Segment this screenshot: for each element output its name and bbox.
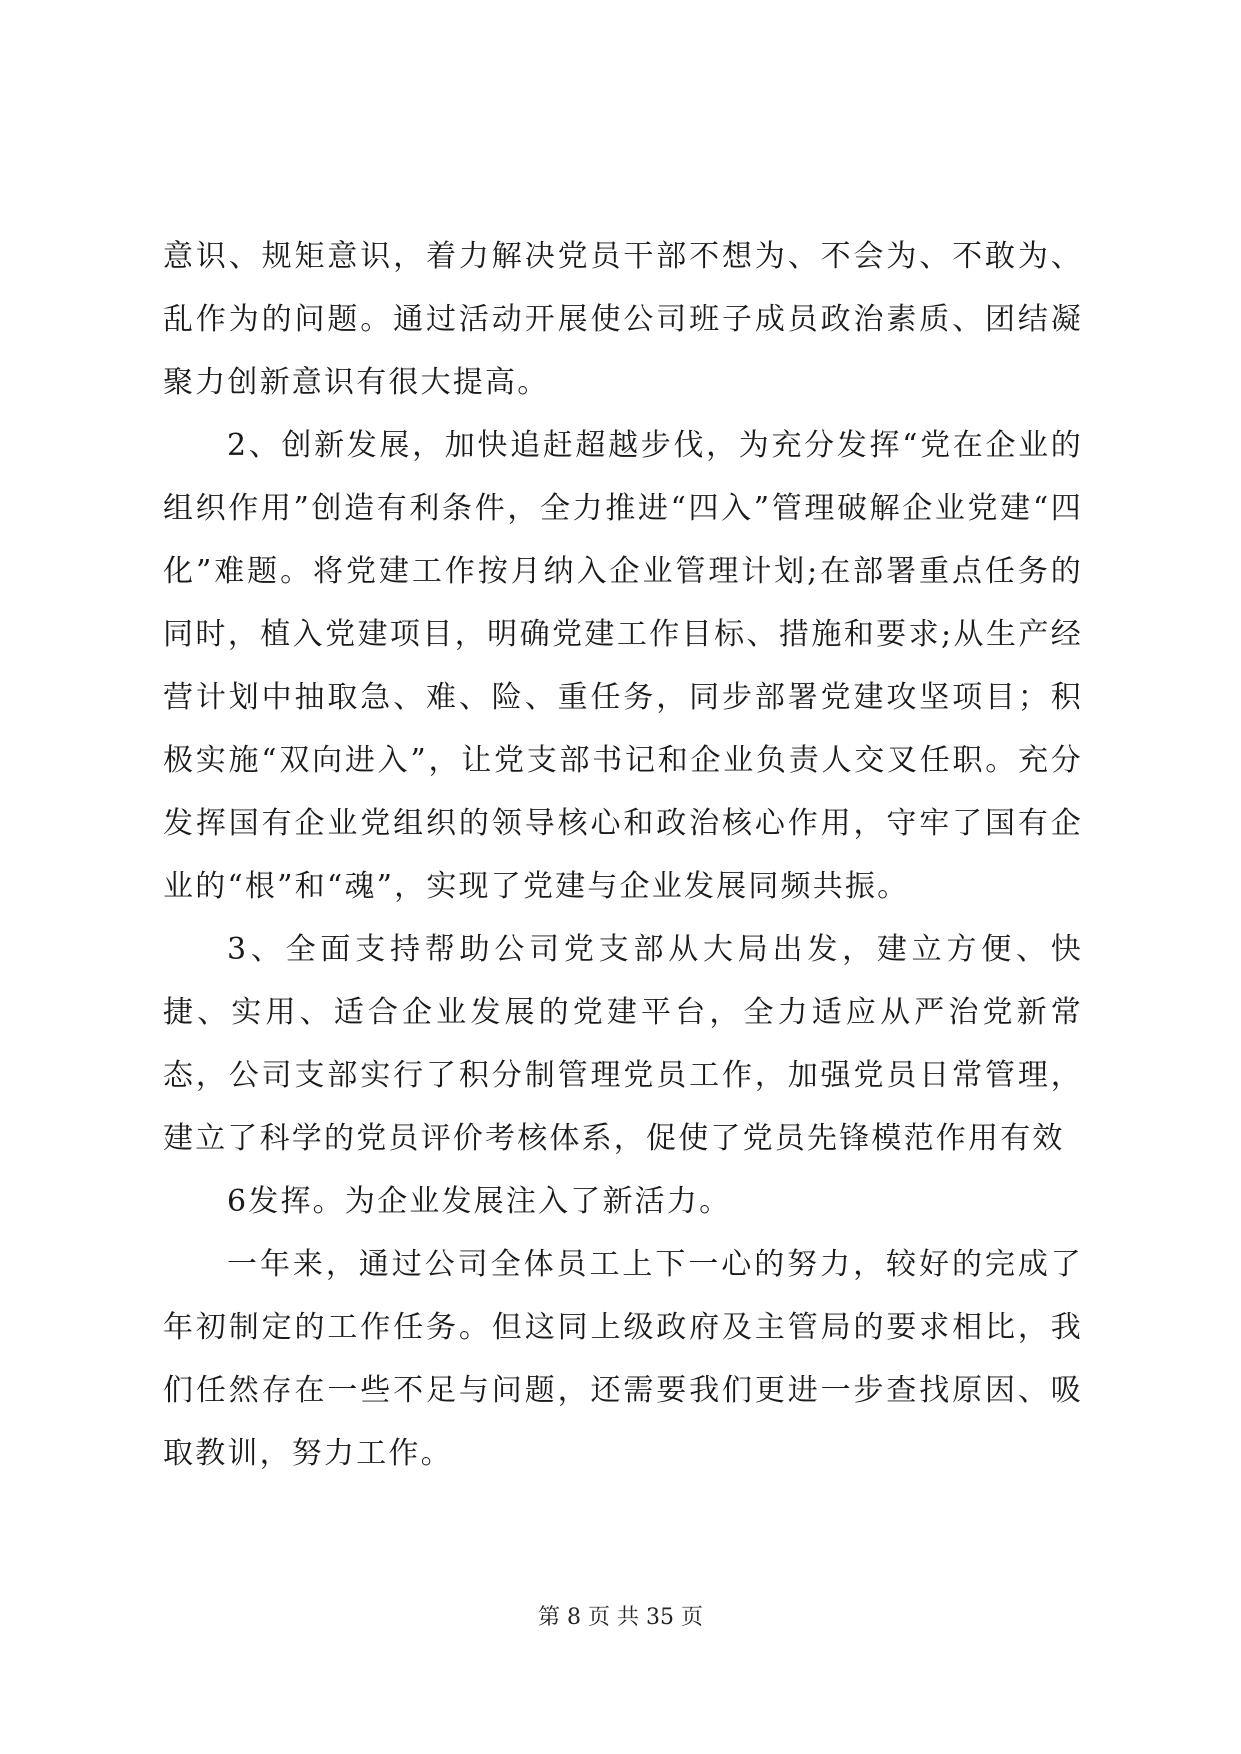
document-body — [163, 225, 1083, 1485]
paragraph-item-3: 3、全面支持帮助公司党支部从大局出发，建立方便、快捷、实用、适合企业发展的党建平台，全力适应从严治党新常态，公司支部实行了积分制管理党员工作，加强党员日常管理，建立了科学的党员评价考核体系，促使了党员先锋模范作用有效 — [163, 932, 1083, 1156]
paragraph-continuation: 意识、规矩意识，着力解决党员干部不想为、不会为、不敢为、乱作为的问题。通过活动开展使公司班子成员政治素质、团结凝聚力创新意识有很大提高。 — [163, 239, 1083, 400]
paragraph-summary: 一年来，通过公司全体员工上下一心的努力，较好的完成了年初制定的工作任务。但这同上级政府及主管局的要求相比，我们任然存在一些不足与问题，还需要我们更进一步查找原因、吸取教训，努力工作。 — [163, 1247, 1083, 1471]
paragraph-item-2: 2、创新发展，加快追赶超越步伐，为充分发挥“党在企业的组织作用”创造有利条件，全力推进“四入”管理破解企业党建“四化”难题。将党建工作按月纳入企业管理计划;在部署重点任务的同时，植入党建项目，明确党建工作目标、措施和要求;从生产经营计划中抽取急、难、险、重任务，同步部署党建攻坚项目；积极实施“双向进入”，让党支部书记和企业负责人交叉任职。充分发挥国有企业党组织的领导核心和政治核心作用，守牢了国有企业的“根”和“魂”，实现了党建与企业发展同频共振。 — [163, 428, 1083, 904]
paragraph-item-3-continued: 6发挥。为企业发展注入了新活力。 — [227, 1184, 732, 1219]
page-number-footer: 第 8 页 共 35 页 — [538, 1605, 703, 1630]
